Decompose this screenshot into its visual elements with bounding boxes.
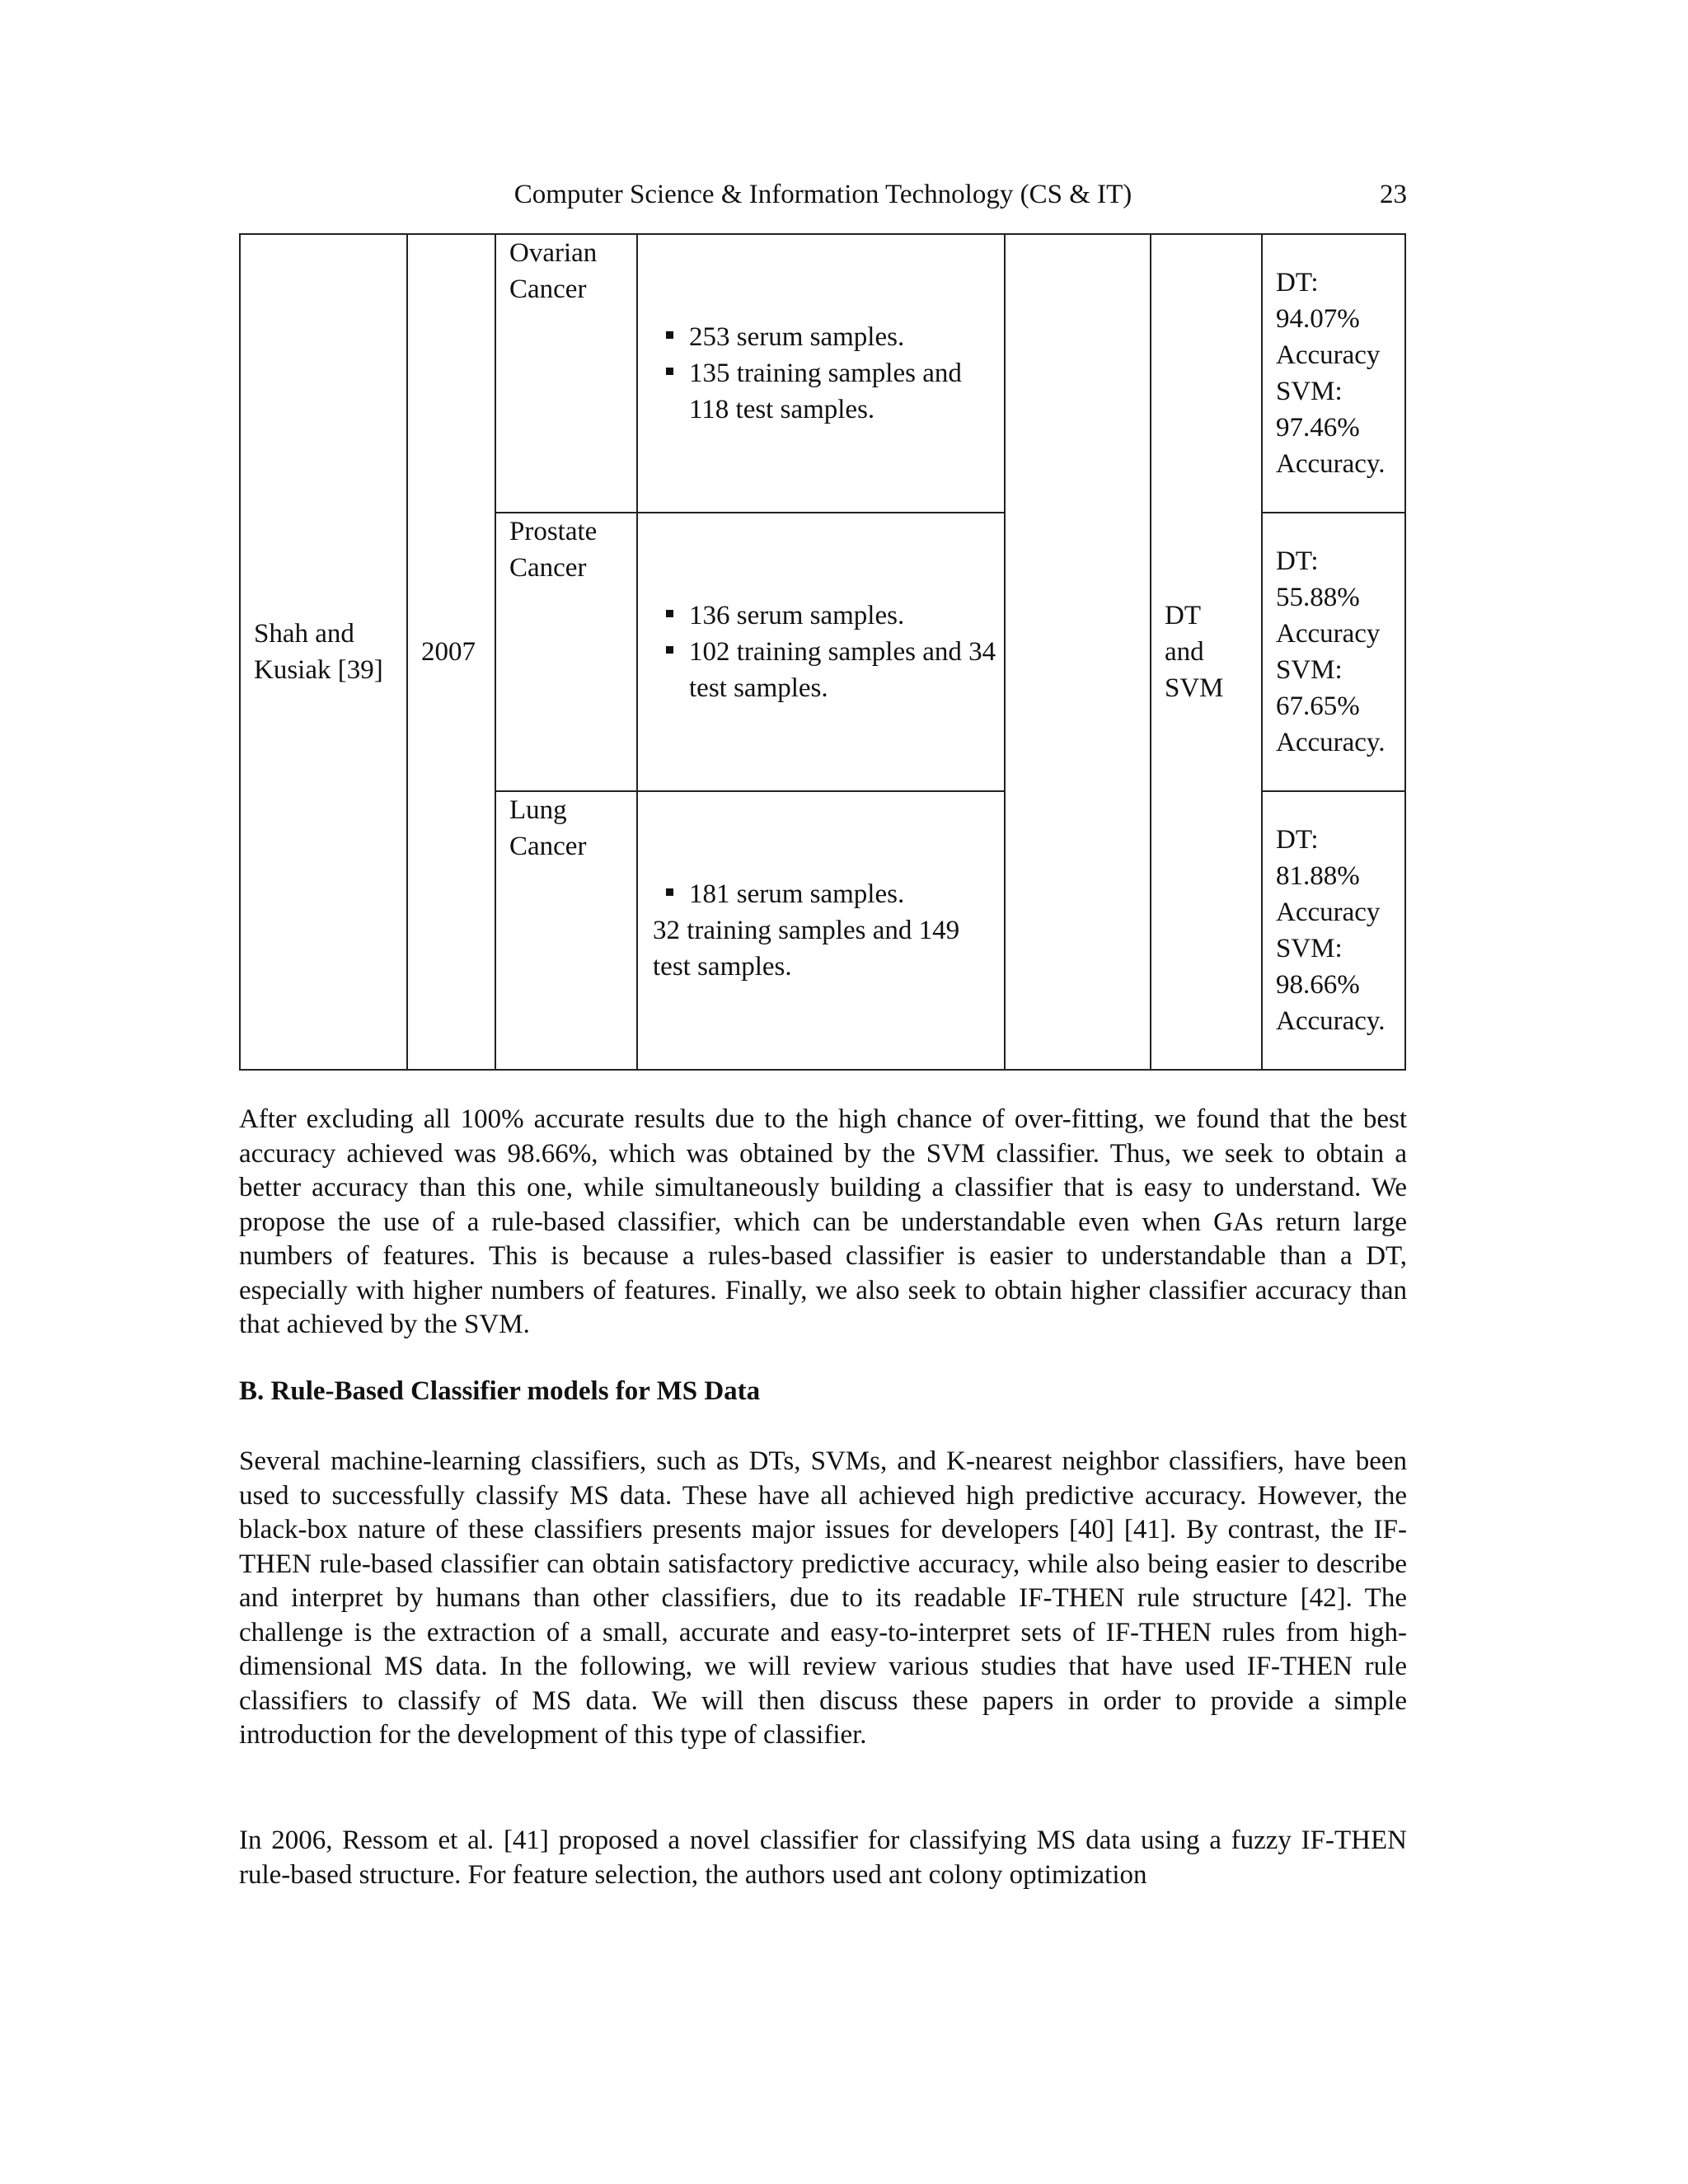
author-line: Shah and [254, 619, 354, 649]
list-item: 253 serum samples. [663, 319, 1004, 355]
cancer-cell [495, 234, 637, 513]
result-line: Accuracy [1276, 340, 1381, 370]
method-line: and [1165, 637, 1204, 667]
paragraph: After excluding all 100% accurate results due to the high chance of over-fitting, we found that the best accuracy achieved was 98.66%, which was obtained by the SVM classifier. Thus, we seek to obtain a better accuracy than this one, while simultaneously building a classifier that is easy to understand. We propose the use of a rule-based classifier, which can be understandable even when GAs return large numbers of features. This is because a rules-based classifier is easier to understandable than a DT, especially with higher numbers of features. Finally, we also seek to obtain higher classifier accuracy than that achieved by the SVM. [239, 1104, 1407, 1339]
result-line: 94.07% [1276, 304, 1360, 334]
result-line: Accuracy [1276, 898, 1381, 927]
result-line: Accuracy. [1276, 728, 1386, 757]
result-line: SVM: [1276, 655, 1343, 685]
result-line: 97.46% [1276, 413, 1360, 443]
author-cell [240, 234, 407, 1070]
method-line: SVM [1165, 673, 1224, 703]
dataset-cell [637, 791, 1005, 1070]
list-item: 135 training samples and 118 test samples. [663, 355, 1004, 428]
method-cell [1151, 234, 1262, 1070]
cancer-cell [495, 791, 637, 1070]
result-line: Accuracy. [1276, 1006, 1386, 1036]
cancer-line: Lung [509, 795, 567, 825]
table-row [240, 234, 1405, 513]
result-line: Accuracy. [1276, 449, 1386, 479]
section-heading: B. Rule-Based Classifier models for MS Data [239, 1376, 761, 1406]
author-line: Kusiak [39] [254, 655, 383, 685]
dataset-cell [637, 513, 1005, 791]
cancer-line: Cancer [509, 553, 587, 583]
cancer-line: Cancer [509, 832, 587, 861]
result-cell [1262, 234, 1405, 513]
page-header [239, 180, 1407, 221]
running-title: Computer Science & Information Technology (CS & IT) [513, 180, 1132, 209]
list-item: 136 serum samples. [663, 598, 1004, 634]
cancer-line: Cancer [509, 274, 587, 304]
year-cell [407, 234, 495, 1070]
cancer-line: Ovarian [509, 238, 598, 268]
dataset-note: 32 training samples and 149 test samples. [653, 916, 960, 982]
result-line: 98.66% [1276, 970, 1360, 1000]
result-line: 81.88% [1276, 861, 1360, 891]
method-line: DT [1165, 601, 1201, 630]
paragraph: In 2006, Ressom et al. [41] proposed a novel classifier for classifying MS data using a fuzzy IF-THEN rule-based structure. For feature selection, the authors used ant colony optimization [239, 1825, 1407, 1890]
result-line: DT: [1276, 825, 1319, 855]
paragraph: Several machine-learning classifiers, such as DTs, SVMs, and K-nearest neighbor classifiers, have been used to successfully classify MS data. These have all achieved high predictive accuracy. However, the black-box nature of these classifiers presents major issues for developers [40] [41]. By contrast, the IF-THEN rule-based classifier can obtain satisfactory predictive accuracy, while also being easier to describe and interpret by humans than other classifiers, due to its readable IF-THEN rule structure [42]. The challenge is the extraction of a small, accurate and easy-to-interpret sets of IF-THEN rules from high-dimensional MS data. In the following, we will review various studies that have used IF-THEN rule classifiers to classify of MS data. We will then discuss these papers in order to provide a simple introduction for the development of this type of classifier. [239, 1446, 1407, 1750]
result-line: 55.88% [1276, 583, 1360, 612]
result-cell [1262, 513, 1405, 791]
year-value: 2007 [421, 637, 476, 667]
result-line: 67.65% [1276, 691, 1360, 721]
empty-cell [1005, 234, 1151, 1070]
result-line: DT: [1276, 546, 1319, 576]
cancer-line: Prostate [509, 517, 598, 546]
dataset-cell [637, 234, 1005, 513]
list-item: 181 serum samples. [663, 876, 1004, 912]
list-item: 102 training samples and 34 test samples. [663, 634, 1004, 706]
result-line: Accuracy [1276, 619, 1381, 649]
result-line: DT: [1276, 268, 1319, 298]
cancer-cell [495, 513, 637, 791]
results-table [239, 233, 1406, 1071]
result-cell [1262, 791, 1405, 1070]
result-line: SVM: [1276, 934, 1343, 963]
result-line: SVM: [1276, 377, 1343, 406]
page-number: 23 [1380, 180, 1407, 209]
